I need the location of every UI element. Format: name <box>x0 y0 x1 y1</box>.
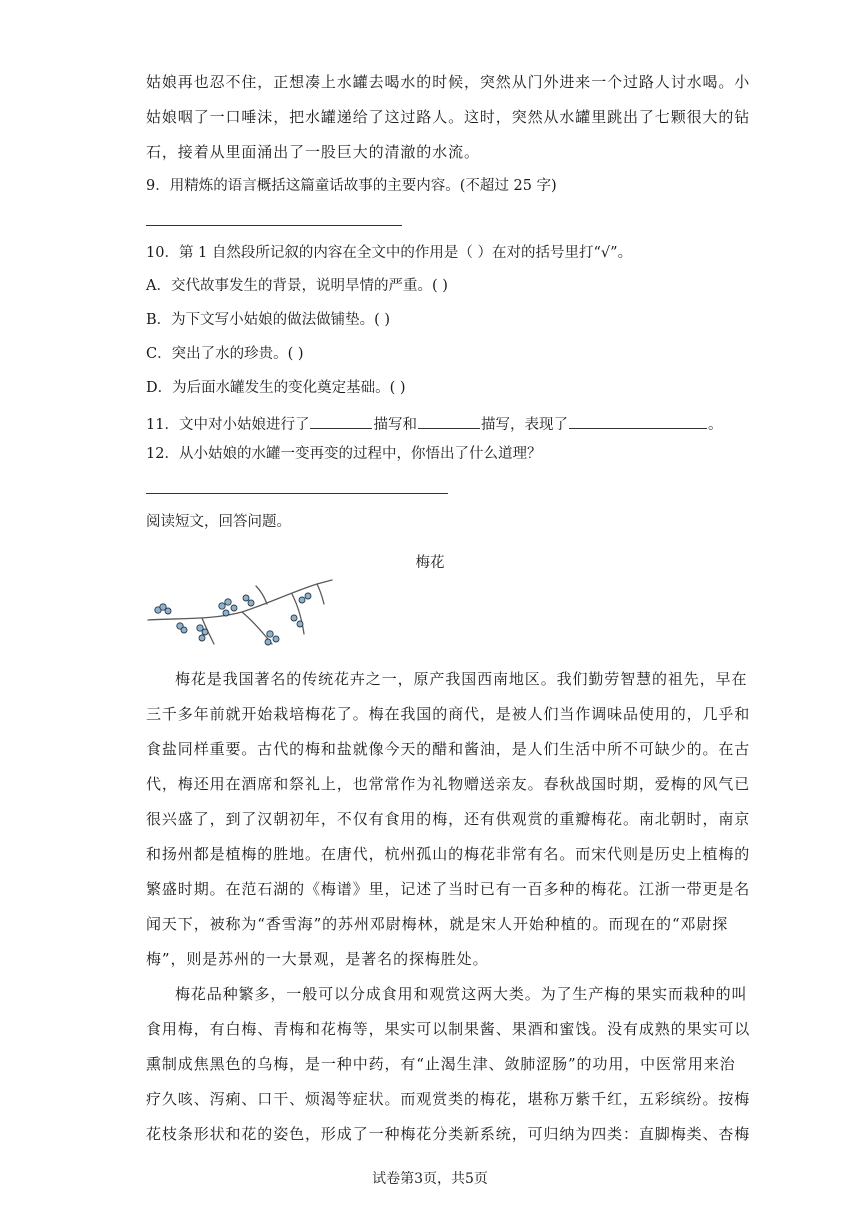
question-10-option-b: B．为下文写小姑娘的做法做铺垫。( ) <box>146 312 391 328</box>
question-10-option-a: A．交代故事发生的背景，说明旱情的严重。( ) <box>146 278 448 294</box>
q11-blank-1[interactable] <box>310 414 372 429</box>
story-line: 姑娘再也忍不住，正想凑上水罐去喝水的时候，突然从门外进来一个过路人讨水喝。小 <box>146 73 751 91</box>
question-10-stem: 10．第 1 自然段所记叙的内容在全文中的作用是（ ）在对的括号里打“√”。 <box>146 245 633 261</box>
essay-line: 很兴盛了，到了汉朝初年，不仅有食用的梅，还有供观赏的重瓣梅花。南北朝时，南京 <box>146 810 751 828</box>
reading-instruction: 阅读短文，回答问题。 <box>146 514 291 530</box>
essay-line: 疗久咳、泻痢、口干、烦渴等症状。而观赏类的梅花，堪称万紫千红，五彩缤纷。按梅 <box>146 1090 751 1108</box>
essay-line: 和扬州都是植梅的胜地。在唐代，杭州孤山的梅花非常有名。而宋代则是历史上植梅的 <box>146 845 751 863</box>
question-11-part4: 。 <box>707 417 723 433</box>
page-footer: 试卷第3页，共5页 <box>372 1171 488 1187</box>
question-12: 12．从小姑娘的水罐一变再变的过程中，你悟出了什么道理？ <box>146 446 542 462</box>
q11-blank-2[interactable] <box>418 414 480 429</box>
essay-line: 三千多年前就开始栽培梅花了。梅在我国的商代，是被人们当作调味品使用的，几乎和 <box>146 705 751 723</box>
essay-title: 梅花 <box>415 555 445 571</box>
question-10-option-d: D．为后面水罐发生的变化奠定基础。( ) <box>146 380 406 396</box>
essay-line: 梅花品种繁多，一般可以分成食用和观赏这两大类。为了生产梅的果实而栽种的叫 <box>175 985 748 1003</box>
essay-line: 熏制成焦黑色的乌梅，是一种中药，有“止渴生津、敛肺涩肠”的功用，中医常用来治 <box>146 1055 736 1073</box>
story-line: 石，接着从里面涌出了一股巨大的清澈的水流。 <box>146 143 480 161</box>
question-10-option-c: C．突出了水的珍贵。( ) <box>146 346 304 362</box>
question-11-part1: 11．文中对小姑娘进行了 <box>146 417 310 433</box>
question-11-part2: 描写和 <box>373 417 417 433</box>
essay-line: 闻天下，被称为“香雪海”的苏州邓尉梅林，就是宋人开始种植的。而现在的“邓尉探 <box>146 915 729 933</box>
q11-blank-3[interactable] <box>569 414 707 429</box>
question-11-part3: 描写，表现了 <box>480 417 568 433</box>
essay-line: 花枝条形状和花的姿色，形成了一种梅花分类新系统，可归纳为四类：直脚梅类、杏梅 <box>146 1125 751 1143</box>
essay-line: 梅花是我国著名的传统花卉之一，原产我国西南地区。我们勤劳智慧的祖先，早在 <box>175 670 748 688</box>
answer-line-q12[interactable] <box>146 493 448 494</box>
plum-branch-illustration <box>142 578 337 657</box>
question-11 <box>146 414 722 433</box>
story-line: 姑娘咽了一口唾沫，把水罐递给了这过路人。这时，突然从水罐里跳出了七颗很大的钻 <box>146 108 751 126</box>
essay-line: 食用梅，有白梅、青梅和花梅等，果实可以制果酱、果酒和蜜饯。没有成熟的果实可以 <box>146 1020 751 1038</box>
essay-line: 食盐同样重要。古代的梅和盐就像今天的醋和酱油，是人们生活中所不可缺少的。在古 <box>146 740 751 758</box>
essay-line: 繁盛时期。在范石湖的《梅谱》里，记述了当时已有一百多种的梅花。江浙一带更是名 <box>146 880 751 898</box>
question-9: 9．用精炼的语言概括这篇童话故事的主要内容。(不超过 25 字) <box>146 178 557 194</box>
essay-line: 代，梅还用在酒席和祭礼上，也常常作为礼物赠送亲友。春秋战国时期，爱梅的风气已 <box>146 775 751 793</box>
answer-line-q9[interactable] <box>146 225 402 226</box>
essay-line: 梅”，则是苏州的一大景观，是著名的探梅胜处。 <box>146 950 489 968</box>
